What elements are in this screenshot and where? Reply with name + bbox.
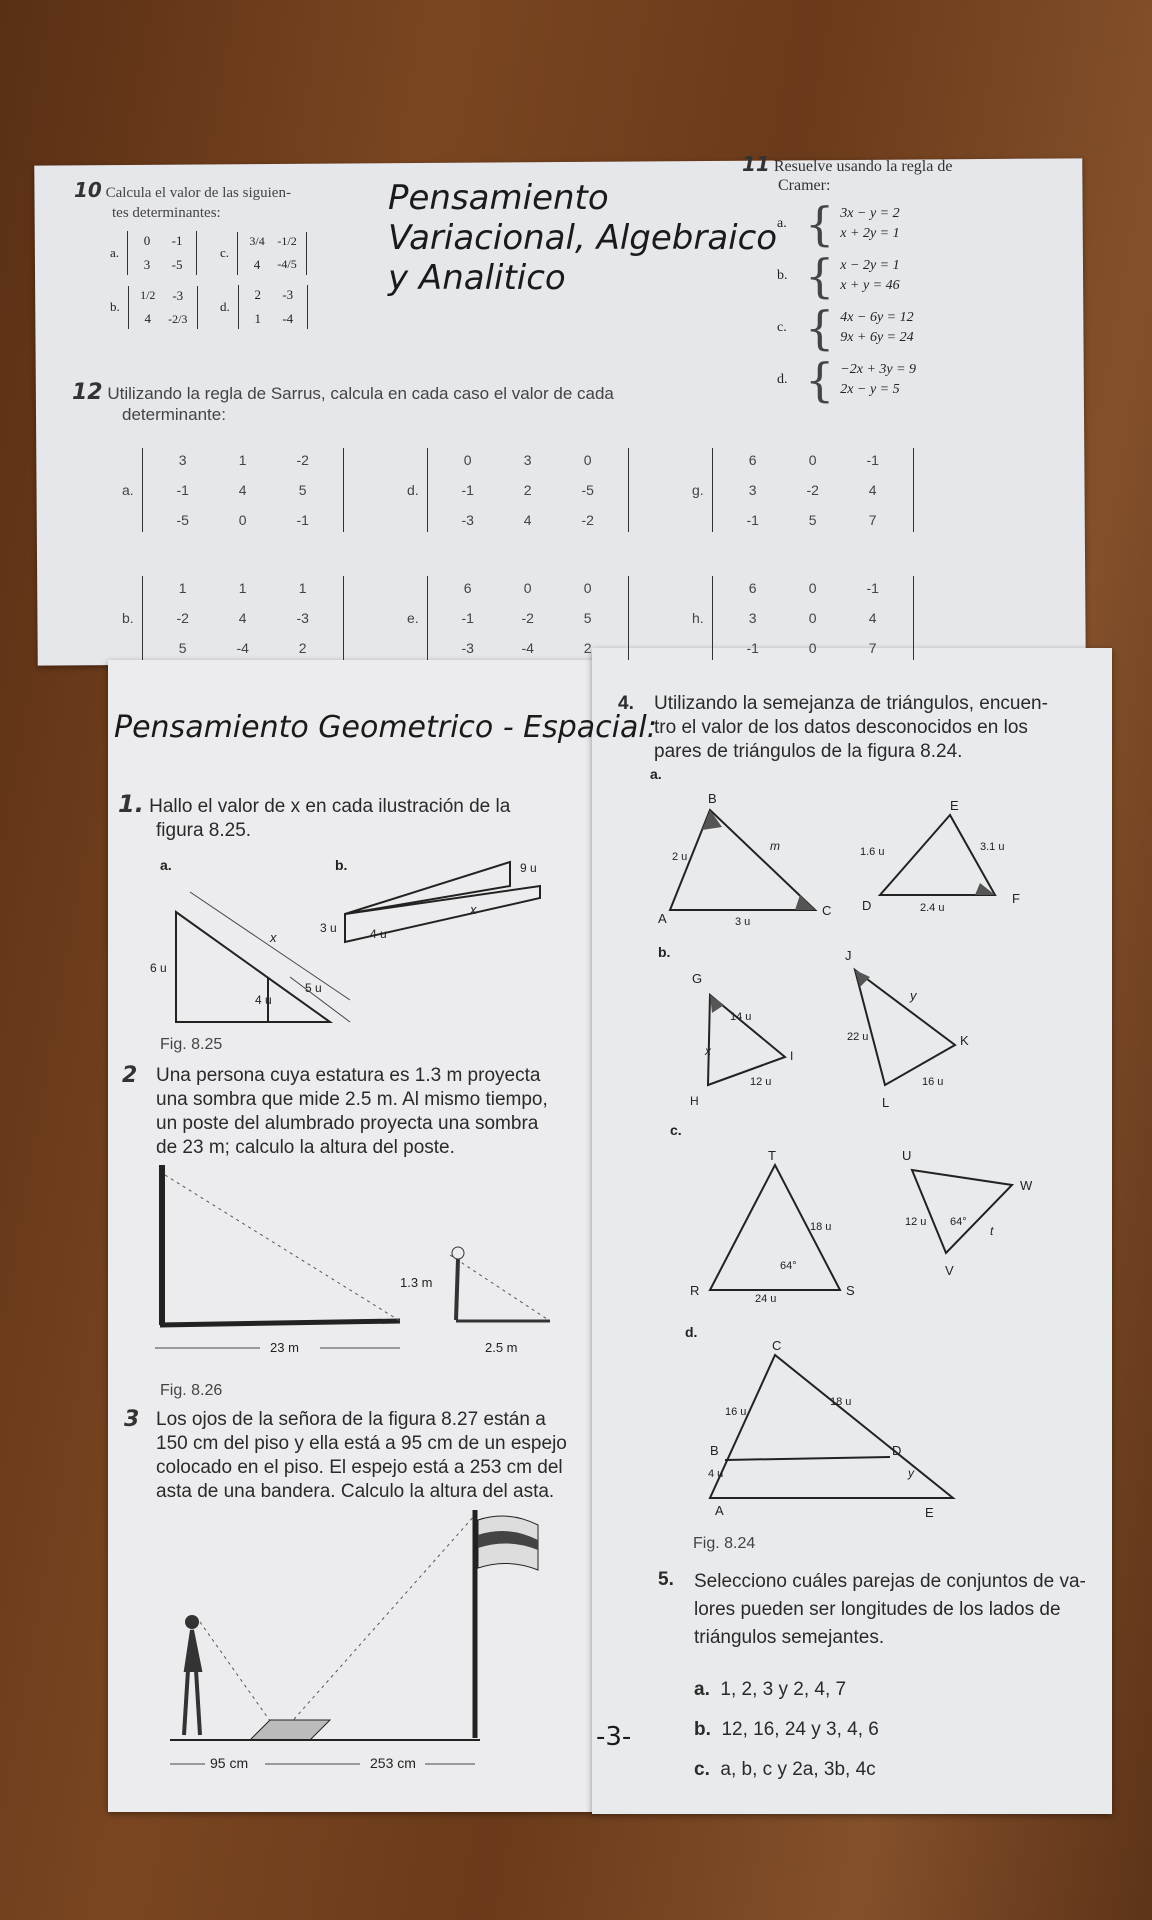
option-text: a, b, c y 2a, 3b, 4c (720, 1759, 876, 1780)
exercise-number: 5. (658, 1569, 674, 1590)
label: a. (650, 766, 662, 782)
matrix-entry: -3 (296, 610, 309, 626)
prompt: Hallo el valor de x en cada ilustración de la (149, 796, 511, 817)
person-head (452, 1247, 464, 1259)
matrix-entry: 0 (583, 580, 592, 596)
matrix-entry: 2 (583, 640, 592, 656)
geometric-title: Pensamiento Geometrico - Espacial: (114, 710, 657, 745)
label: 3 u (735, 916, 751, 928)
label: 24 u (755, 1293, 777, 1305)
woman-head (185, 1615, 199, 1629)
figure-8-27 (170, 1510, 590, 1790)
equation: 9x + 6y = 24 (840, 330, 914, 345)
option-a (694, 1670, 1108, 1710)
item-label: d. (407, 482, 419, 498)
matrix-entry: -4 (282, 311, 294, 326)
label: 2.5 m (485, 1340, 518, 1355)
item-label: b. (777, 268, 788, 283)
matrix-entry: 2 (254, 287, 261, 302)
label: B (708, 791, 717, 806)
matrix-entry: 0 (583, 452, 592, 468)
determinant (712, 448, 914, 532)
label: 64° (780, 1260, 797, 1272)
page-number: -3- (596, 1722, 632, 1752)
title-line: Variacional, Algebraico (388, 218, 778, 258)
matrix-entry: 3 (748, 610, 757, 626)
determinant (238, 285, 308, 329)
dim-line (190, 892, 350, 1000)
label: 9 u (520, 861, 537, 875)
angle-mark (710, 995, 724, 1013)
matrix-entry: -1 (296, 512, 309, 528)
option-text: 12, 16, 24 y 3, 4, 6 (721, 1719, 879, 1740)
determinant (127, 231, 197, 275)
label: C (772, 1338, 782, 1353)
reflection-line (280, 1515, 475, 1735)
matrix-entry: -4 (521, 640, 534, 656)
triangle-uvw (912, 1170, 1012, 1253)
exercise-12 (72, 380, 772, 425)
label: 3 u (320, 921, 337, 935)
item-label: c. (777, 320, 787, 335)
label: 2.4 u (920, 902, 945, 914)
matrix-entry: 1 (238, 580, 247, 596)
segment-bd (725, 1457, 890, 1460)
label: W (1020, 1178, 1033, 1193)
label: S (846, 1283, 855, 1298)
matrix-entry: -1 (866, 452, 879, 468)
matrix-entry: -1 (746, 640, 759, 656)
matrix-entry: -2 (806, 482, 819, 498)
matrix-entry: -2/3 (168, 311, 188, 326)
matrix-entry: 0 (808, 610, 817, 626)
exercise-number: 3 (124, 1407, 140, 1432)
exercise-4 (618, 692, 1098, 764)
matrix-entry: 0 (463, 452, 472, 468)
matrix-entry: 3 (143, 257, 151, 272)
equation: x − 2y = 1 (840, 258, 900, 273)
determinant-a (122, 448, 407, 532)
label: T (768, 1148, 776, 1163)
label: K (960, 1033, 969, 1048)
pole-shadow (160, 1321, 400, 1325)
text-line: Utilizando la semejanza de triángulos, encuen- (654, 693, 1048, 714)
exercise-5 (658, 1568, 1108, 1790)
label: A (715, 1503, 724, 1518)
matrix-entry: -1 (866, 580, 879, 596)
matrix-entry: 4 (253, 256, 261, 272)
sarrus-grid (122, 448, 977, 660)
matrix-entry: -5 (581, 482, 594, 498)
text-line: colocado en el piso. El espejo está a 253 cm del (156, 1457, 563, 1478)
option-label: b. (694, 1719, 711, 1740)
matrix-entry: -1 (461, 482, 474, 498)
text-line: pares de triángulos de la figura 8.24. (654, 741, 963, 762)
matrix-entry: 0 (808, 580, 817, 596)
figure-8-25 (140, 852, 590, 1032)
label: m (770, 839, 780, 853)
matrix-entry: -3 (282, 287, 294, 302)
matrix-entry: -2 (581, 512, 594, 528)
label: y (908, 1466, 914, 1480)
label: 22 u (847, 1031, 869, 1043)
label: x (705, 1044, 711, 1058)
determinant (142, 448, 344, 532)
item-label: g. (692, 482, 704, 498)
matrix-entry: 6 (463, 580, 472, 596)
label: E (950, 798, 959, 813)
determinant-b (110, 285, 220, 329)
option-b (694, 1710, 1108, 1750)
brace-icon: { (805, 353, 835, 407)
determinant (712, 576, 914, 660)
exercise-10 (74, 180, 344, 329)
label: 64° (950, 1216, 967, 1228)
text-line: una sombra que mide 2.5 m. Al mismo tiempo, (156, 1089, 548, 1110)
label: 16 u (725, 1406, 747, 1418)
label: 16 u (922, 1076, 944, 1088)
determinant (142, 576, 344, 660)
matrix-entry: 6 (748, 580, 757, 596)
matrix-entry: 1 (178, 580, 187, 596)
handwritten-title (388, 178, 777, 298)
equation-system (777, 301, 1022, 355)
item-label: e. (407, 610, 419, 626)
exercise-number: 12 (72, 380, 103, 405)
figure-8-24 (650, 765, 1070, 1555)
label: d. (685, 1324, 698, 1340)
matrix-entry: 1 (298, 580, 307, 596)
label: 12 u (750, 1076, 772, 1088)
determinant-e (407, 576, 692, 660)
label: 4 u (255, 993, 272, 1007)
prompt: Resuelve usando la regla de (773, 158, 953, 175)
determinant-g (692, 448, 977, 532)
label: 5 u (305, 981, 322, 995)
triangle (176, 912, 330, 1022)
option-label: c. (694, 1759, 710, 1780)
matrix-entry: 7 (868, 512, 877, 528)
label: t (990, 1224, 994, 1238)
equation: x + 2y = 1 (840, 226, 900, 241)
prompt: Calcula el valor de las siguien- (105, 185, 291, 201)
matrix-entry: 0 (808, 640, 817, 656)
matrix-entry: 5 (178, 640, 187, 656)
text-line: Una persona cuya estatura es 1.3 m proyecta (156, 1065, 541, 1086)
exercise-number: 1. (118, 790, 144, 818)
determinant (427, 576, 629, 660)
text-line: Los ojos de la señora de la figura 8.27 están a (156, 1409, 546, 1430)
triangle-def (880, 815, 995, 895)
label: F (1012, 891, 1020, 906)
label: E (925, 1505, 934, 1520)
text-line: de 23 m; calculo la altura del poste. (156, 1137, 455, 1158)
matrix-entry: -1 (176, 482, 189, 498)
triangle-abc (670, 810, 815, 910)
matrix-entry: 1/2 (140, 287, 156, 302)
text-line: un poste del alumbrado proyecta una sombra (156, 1113, 539, 1134)
matrix-entry: 0 (523, 580, 532, 596)
text-line: 150 cm del piso y ella está a 95 cm de un espejo (156, 1433, 567, 1454)
matrix-entry: 3/4 (249, 233, 265, 248)
matrix-entry: -2 (296, 452, 309, 468)
sun-ray (165, 1175, 400, 1321)
determinant-b (122, 576, 407, 660)
title-line: Pensamiento (388, 178, 609, 218)
exercise-3 (126, 1408, 586, 1504)
mirror (250, 1720, 330, 1740)
determinant-a (110, 231, 220, 275)
equation: x + y = 46 (840, 278, 900, 293)
fig-caption: Fig. 8.26 (160, 1382, 223, 1399)
label: b. (335, 857, 348, 873)
item-label: h. (692, 610, 704, 626)
matrix-entry: -1/2 (277, 233, 297, 248)
matrix-entry: 5 (808, 512, 817, 528)
label: 12 u (905, 1216, 927, 1228)
matrix-entry: 6 (748, 452, 757, 468)
triangle (345, 862, 510, 914)
matrix-entry: 1 (254, 311, 261, 326)
equation: 4x − 6y = 12 (840, 310, 914, 325)
equation: −2x + 3y = 9 (840, 362, 917, 377)
prompt: determinante: (122, 405, 226, 424)
triangle-ace (710, 1355, 953, 1498)
option-text: 1, 2, 3 y 2, 4, 7 (720, 1679, 847, 1700)
label: 18 u (830, 1396, 852, 1408)
text-line: triángulos semejantes. (694, 1627, 885, 1648)
matrix-entry: -3 (172, 287, 184, 303)
matrix-entry: 4 (144, 310, 151, 326)
label: 4 u (370, 927, 387, 941)
person (456, 1259, 458, 1320)
title-line: y Analitico (388, 258, 566, 298)
determinant-d (220, 285, 340, 329)
matrix-entry: 4 (238, 482, 247, 498)
exercise-11 (742, 152, 1022, 409)
exercise-1 (118, 792, 588, 843)
sight-line (200, 1622, 280, 1735)
matrix-entry: 4 (868, 482, 877, 498)
angle-mark (795, 895, 815, 910)
equation-system (777, 197, 1022, 251)
brace-icon: { (805, 197, 835, 251)
matrix-entry: -4 (236, 640, 249, 656)
triangle-jkl (855, 970, 955, 1085)
matrix-entry: -1 (171, 233, 183, 248)
matrix-entry: -1 (746, 512, 759, 528)
item-label: a. (777, 216, 787, 231)
label: 14 u (730, 1011, 752, 1023)
matrix-entry: 5 (298, 482, 307, 498)
option-label: a. (694, 1679, 710, 1700)
label: 6 u (150, 961, 167, 975)
fig-caption: Fig. 8.25 (160, 1036, 223, 1053)
label: I (790, 1049, 794, 1063)
triangle-ghi (708, 995, 785, 1085)
label: R (690, 1283, 700, 1298)
matrix-entry: 0 (143, 233, 151, 248)
item-label: d. (777, 372, 788, 387)
sun-ray (450, 1255, 550, 1321)
matrix-entry: 3 (523, 452, 532, 468)
label: b. (658, 944, 671, 960)
label: G (692, 971, 703, 986)
matrix-entry: 5 (583, 610, 592, 626)
matrix-entry: 1 (238, 452, 247, 468)
determinant-c (220, 231, 340, 275)
label: x (470, 902, 477, 917)
determinant (427, 448, 629, 532)
label: 1.3 m (400, 1275, 433, 1290)
equation: 3x − y = 2 (840, 206, 900, 221)
figure-8-26 (150, 1165, 590, 1365)
label: L (882, 1095, 890, 1110)
item-label: b. (122, 610, 134, 626)
exercise-number: 2 (122, 1063, 138, 1088)
prompt: Cramer: (778, 177, 831, 194)
text-line: asta de una bandera. Calculo la altura del asta. (156, 1481, 555, 1502)
text-line: lores pueden ser longitudes de los lados de (694, 1599, 1061, 1620)
item-label: b. (110, 299, 120, 314)
matrix-entry: 3 (748, 482, 757, 498)
label: 1.6 u (860, 846, 885, 858)
text-line: tro el valor de los datos desconocidos en los (654, 717, 1028, 738)
prompt: Utilizando la regla de Sarrus, calcula en cada caso el valor de cada (107, 384, 614, 403)
determinant (128, 286, 198, 329)
option-c (694, 1750, 1108, 1790)
matrix-entry: 4 (238, 610, 247, 626)
exercise-number: 11 (742, 152, 770, 176)
item-label: a. (122, 482, 134, 498)
item-label: d. (220, 299, 230, 314)
determinant-d (407, 448, 692, 532)
matrix-entry: 3 (178, 452, 187, 468)
matrix-entry: 7 (868, 640, 877, 656)
prompt: tes determinantes: (112, 205, 221, 221)
woman (184, 1630, 200, 1735)
brace-icon: { (805, 249, 835, 303)
equation-system (777, 249, 1022, 303)
text-line: Selecciono cuáles parejas de conjuntos de va- (694, 1571, 1086, 1592)
matrix-entry: -3 (461, 512, 474, 528)
label: U (902, 1148, 912, 1163)
label: V (945, 1263, 954, 1278)
label: 23 m (270, 1340, 299, 1355)
item-label: a. (110, 245, 120, 260)
matrix-entry: -5 (176, 512, 189, 528)
label: J (845, 948, 852, 963)
label: a. (160, 857, 172, 873)
label: A (658, 911, 667, 926)
label: c. (670, 1122, 682, 1138)
label: y (910, 988, 917, 1003)
matrix-entry: -1 (461, 610, 474, 626)
item-label: c. (220, 245, 230, 260)
matrix-entry: -2 (521, 610, 534, 626)
matrix-entry: 4 (868, 610, 877, 626)
label: 18 u (810, 1221, 832, 1233)
determinant (237, 232, 307, 275)
exercise-number: 4. (618, 693, 634, 714)
label: 95 cm (210, 1755, 249, 1771)
exercise-number: 10 (74, 178, 102, 202)
matrix-entry: 0 (238, 512, 247, 528)
matrix-entry: 4 (523, 512, 532, 528)
brace-icon: { (805, 301, 835, 355)
matrix-entry: -3 (461, 640, 474, 656)
prompt: figura 8.25. (156, 820, 252, 841)
equation: 2x − y = 5 (840, 382, 900, 397)
label: 2 u (672, 851, 688, 863)
matrix-entry: -2 (176, 610, 189, 626)
label: D (892, 1443, 902, 1458)
exercise-2 (122, 1063, 586, 1160)
equation-system (777, 353, 1022, 407)
determinant-h (692, 576, 977, 660)
label: x (270, 930, 277, 945)
label: 253 cm (370, 1755, 416, 1771)
label: H (690, 1094, 699, 1108)
matrix-entry: -5 (171, 257, 183, 272)
label: D (862, 898, 872, 913)
label: C (822, 903, 832, 918)
matrix-entry: 2 (523, 482, 532, 498)
matrix-entry: 2 (298, 640, 307, 656)
label: B (710, 1443, 719, 1458)
label: 4 u (708, 1468, 724, 1480)
matrix-entry: 0 (808, 452, 817, 468)
matrix-entry: -4/5 (277, 257, 297, 272)
label: 3.1 u (980, 841, 1005, 853)
fig-caption: Fig. 8.24 (693, 1535, 756, 1552)
